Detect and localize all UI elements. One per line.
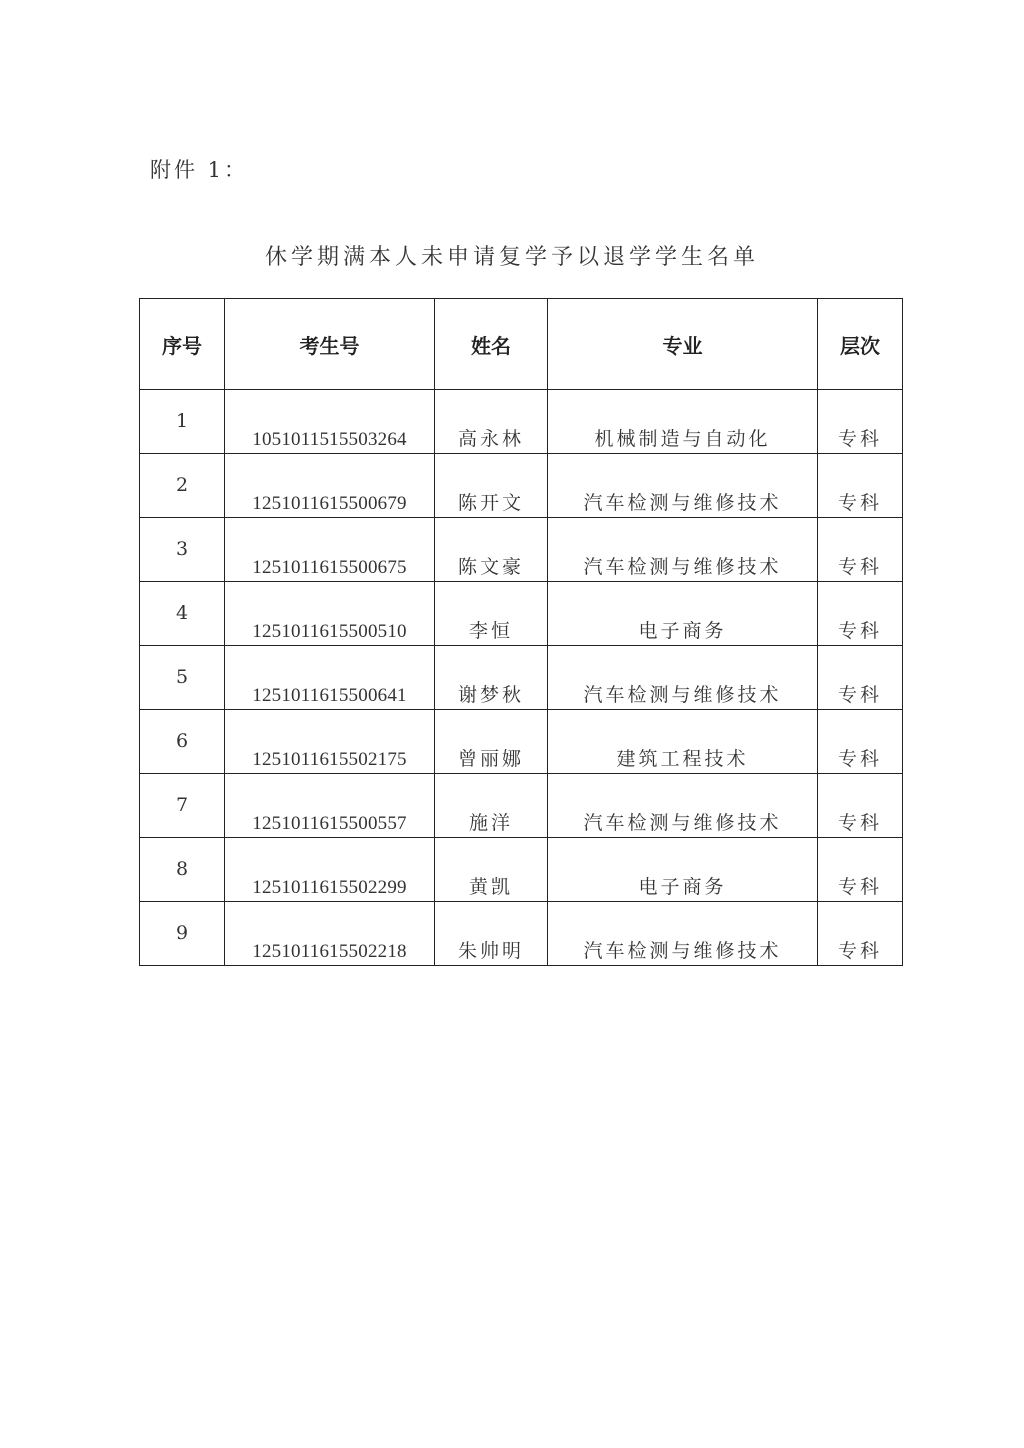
cell-seq: 7 bbox=[140, 774, 225, 838]
cell-seq: 4 bbox=[140, 582, 225, 646]
cell-seq: 8 bbox=[140, 838, 225, 902]
cell-level: 专科 bbox=[818, 774, 903, 838]
table-header-row bbox=[140, 299, 903, 390]
table-row bbox=[140, 454, 903, 518]
cell-exam-id: 1251011615502299 bbox=[225, 838, 435, 902]
cell-name: 谢梦秋 bbox=[435, 646, 548, 710]
cell-major: 汽车检测与维修技术 bbox=[548, 646, 818, 710]
column-header-major: 专业 bbox=[548, 299, 818, 390]
cell-major: 汽车检测与维修技术 bbox=[548, 774, 818, 838]
table-row bbox=[140, 838, 903, 902]
table-row bbox=[140, 646, 903, 710]
table-row bbox=[140, 902, 903, 966]
student-list-table bbox=[139, 298, 903, 966]
cell-major: 机械制造与自动化 bbox=[548, 390, 818, 454]
cell-level: 专科 bbox=[818, 838, 903, 902]
cell-major: 电子商务 bbox=[548, 582, 818, 646]
cell-seq: 9 bbox=[140, 902, 225, 966]
cell-seq: 3 bbox=[140, 518, 225, 582]
cell-exam-id: 1251011615500510 bbox=[225, 582, 435, 646]
cell-name: 施洋 bbox=[435, 774, 548, 838]
table-row bbox=[140, 710, 903, 774]
cell-level: 专科 bbox=[818, 646, 903, 710]
cell-major: 电子商务 bbox=[548, 838, 818, 902]
cell-level: 专科 bbox=[818, 902, 903, 966]
cell-level: 专科 bbox=[818, 454, 903, 518]
cell-name: 李恒 bbox=[435, 582, 548, 646]
column-header-seq: 序号 bbox=[140, 299, 225, 390]
cell-level: 专科 bbox=[818, 582, 903, 646]
column-header-name: 姓名 bbox=[435, 299, 548, 390]
cell-exam-id: 1251011615500679 bbox=[225, 454, 435, 518]
column-header-exam-id: 考生号 bbox=[225, 299, 435, 390]
cell-major: 建筑工程技术 bbox=[548, 710, 818, 774]
cell-exam-id: 1251011615500557 bbox=[225, 774, 435, 838]
cell-name: 黄凯 bbox=[435, 838, 548, 902]
attachment-label: 附件 1： bbox=[150, 158, 249, 182]
cell-exam-id: 1251011615502218 bbox=[225, 902, 435, 966]
cell-name: 曾丽娜 bbox=[435, 710, 548, 774]
cell-level: 专科 bbox=[818, 710, 903, 774]
cell-seq: 6 bbox=[140, 710, 225, 774]
table-row bbox=[140, 390, 903, 454]
cell-name: 陈开文 bbox=[435, 454, 548, 518]
cell-exam-id: 1251011615500641 bbox=[225, 646, 435, 710]
cell-level: 专科 bbox=[818, 518, 903, 582]
cell-exam-id: 1251011615502175 bbox=[225, 710, 435, 774]
cell-seq: 2 bbox=[140, 454, 225, 518]
cell-level: 专科 bbox=[818, 390, 903, 454]
table-row bbox=[140, 518, 903, 582]
cell-major: 汽车检测与维修技术 bbox=[548, 902, 818, 966]
cell-name: 陈文豪 bbox=[435, 518, 548, 582]
cell-major: 汽车检测与维修技术 bbox=[548, 518, 818, 582]
cell-name: 朱帅明 bbox=[435, 902, 548, 966]
table-row bbox=[140, 582, 903, 646]
table-row bbox=[140, 774, 903, 838]
cell-exam-id: 1051011515503264 bbox=[225, 390, 435, 454]
cell-major: 汽车检测与维修技术 bbox=[548, 454, 818, 518]
document-title: 休学期满本人未申请复学予以退学学生名单 bbox=[264, 245, 759, 270]
column-header-level: 层次 bbox=[818, 299, 903, 390]
cell-seq: 5 bbox=[140, 646, 225, 710]
cell-name: 高永林 bbox=[435, 390, 548, 454]
cell-exam-id: 1251011615500675 bbox=[225, 518, 435, 582]
cell-seq: 1 bbox=[140, 390, 225, 454]
